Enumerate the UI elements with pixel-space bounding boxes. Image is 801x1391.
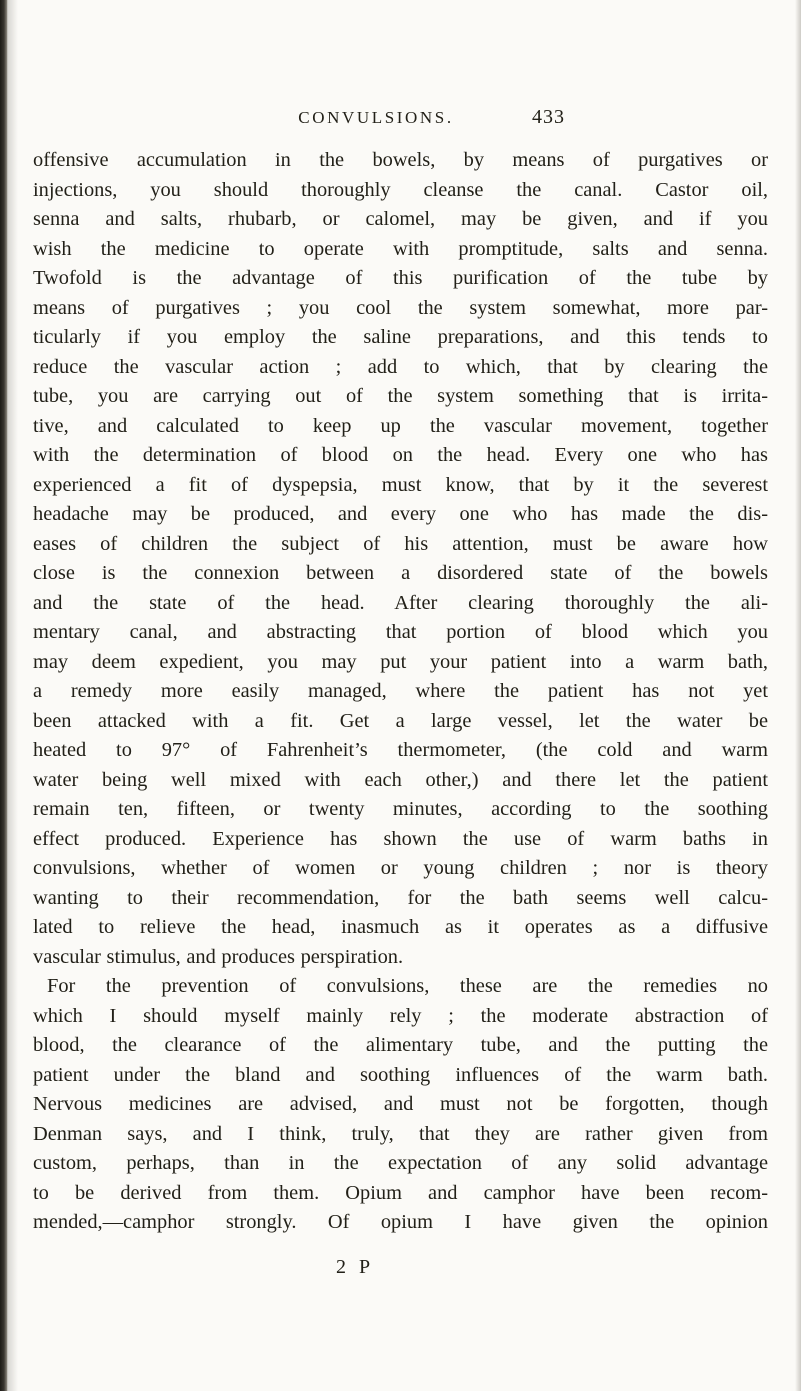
text-line: patient under the bland and soothing influences of the warm bath.: [33, 1063, 768, 1086]
text-line-paragraph-end: vascular stimulus, and produces perspiration.: [33, 945, 404, 968]
signature-mark: 2 P: [336, 1256, 375, 1278]
text-line: effect produced. Experience has shown the use of warm baths in: [33, 827, 768, 850]
page-header: [0, 108, 801, 138]
text-line: a remedy more easily managed, where the patient has not yet: [33, 680, 768, 702]
text-line: mended,—camphor strongly. Of opium I have given the opinion: [33, 1211, 768, 1233]
text-line: remain ten, fifteen, or twenty minutes, according to the soothing: [33, 798, 768, 820]
text-line: ticularly if you employ the saline preparations, and this tends to: [33, 326, 768, 348]
text-line: eases of children the subject of his attention, must be aware how: [33, 532, 768, 555]
text-line: been attacked with a fit. Get a large vessel, let the water be: [33, 709, 768, 732]
page-gutter-shadow: [8, 0, 18, 1391]
text-line: Nervous medicines are advised, and must not be forgotten, though: [33, 1093, 768, 1115]
text-line: with the determination of blood on the head. Every one who has: [33, 444, 768, 466]
text-line: lated to relieve the head, inasmuch as it operates as a diffusive: [33, 916, 768, 938]
text-line-paragraph-start: For the prevention of convulsions, these are the remedies no: [47, 975, 768, 997]
text-line: tive, and calculated to keep up the vascular movement, together: [33, 414, 768, 437]
text-line: custom, perhaps, than in the expectation of any solid advantage: [33, 1152, 768, 1174]
text-line: mentary canal, and abstracting that portion of blood which you: [33, 621, 768, 643]
text-line: blood, the clearance of the alimentary tube, and the putting the: [33, 1034, 768, 1056]
text-line: headache may be produced, and every one who has made the dis-: [33, 503, 768, 525]
running-head: CONVULSIONS.: [298, 108, 454, 127]
text-line: which I should myself mainly rely ; the moderate abstraction of: [33, 1004, 768, 1027]
text-line: reduce the vascular action ; add to which, that by clearing the: [33, 355, 768, 378]
text-line: close is the connexion between a disordered state of the bowels: [33, 562, 768, 584]
page-number: 433: [532, 106, 565, 128]
text-line: wish the medicine to operate with promptitude, salts and senna.: [33, 237, 768, 260]
text-line: convulsions, whether of women or young children ; nor is theory: [33, 857, 768, 879]
text-line: wanting to their recommendation, for the bath seems well calcu-: [33, 886, 768, 909]
text-line: to be derived from them. Opium and camphor have been recom-: [33, 1181, 768, 1204]
text-line: senna and salts, rhubarb, or calomel, may be given, and if you: [33, 208, 768, 230]
page-binding-edge: [0, 0, 8, 1391]
text-line: tube, you are carrying out of the system something that is irrita-: [33, 385, 768, 407]
text-line: experienced a fit of dyspepsia, must know, that by it the severest: [33, 473, 768, 496]
text-line: heated to 97° of Fahrenheit’s thermometer, (the cold and warm: [33, 739, 768, 761]
page-right-edge: [795, 0, 801, 1391]
body-text: [33, 146, 768, 1238]
text-line: means of purgatives ; you cool the system somewhat, more par-: [33, 296, 768, 319]
text-line: may deem expedient, you may put your patient into a warm bath,: [33, 650, 768, 673]
text-line: water being well mixed with each other,) and there let the patient: [33, 768, 768, 791]
text-line: Denman says, and I think, truly, that they are rather given from: [33, 1122, 768, 1145]
text-line: offensive accumulation in the bowels, by means of purgatives or: [33, 149, 768, 171]
text-line: and the state of the head. After clearing thoroughly the ali-: [33, 591, 768, 614]
text-line: injections, you should thoroughly cleanse the canal. Castor oil,: [33, 178, 768, 201]
text-line: Twofold is the advantage of this purification of the tube by: [33, 267, 768, 289]
